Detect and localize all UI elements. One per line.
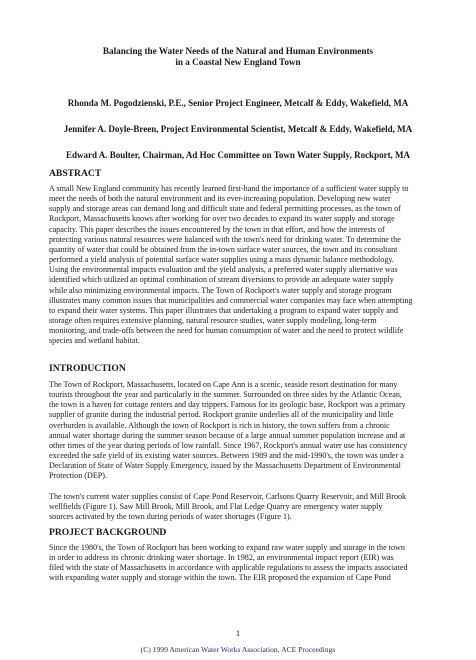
text-line: The Town of Rockport, Massachusetts, located on Cape Ann is a scenic, seaside resort destination for many bbox=[49, 380, 398, 389]
text-line: storage often requires extensive planning, natural resource studies, water supply modeling, long-term bbox=[49, 316, 377, 326]
introduction-paragraph-2 bbox=[49, 492, 425, 522]
abstract-heading: ABSTRACT bbox=[49, 168, 102, 179]
text-line: Declaration of State of Water Supply Emergency, issued by the Massachusetts Department of Environmental bbox=[49, 461, 401, 471]
title-line-2: in a Coastal New England Town bbox=[175, 56, 301, 67]
project-background-body bbox=[49, 543, 425, 584]
author-1: Rhonda M. Pogodzienski, P.E., Senior Project Engineer, Metcalf & Eddy, Wakefield, MA bbox=[67, 98, 409, 108]
page-number: 1 bbox=[235, 628, 241, 638]
copyright-footer: (C) 1999 American Water Works Association, ACE Proceedings bbox=[140, 645, 336, 654]
text-line: illustrates many common issues that municipalities and commercial water companies may face when attempting bbox=[49, 295, 413, 305]
introduction-heading: INTRODUCTION bbox=[49, 363, 126, 374]
text-line: The town's current water supplies consist of Cape Pond Reservoir, Carlsons Quarry Reservoir, and Mill Brook bbox=[49, 492, 407, 501]
text-line: in order to address its chronic drinking water shortage. In 1982, an environmental impact report (EIR) was bbox=[49, 553, 394, 563]
text-line: overburden is available. Although the town of Rockport is rich in history, the town suffers from a chronic bbox=[49, 420, 390, 430]
text-line: capacity. This paper describes the issues encountered by the town in that effort, and how the interests of bbox=[49, 224, 385, 234]
text-line: while also minimizing environmental impacts. The Town of Rockport's water supply and storage program bbox=[49, 285, 392, 295]
text-line: to expand their water systems. This paper illustrates that undertaking a program to expand water supply and bbox=[49, 305, 398, 315]
author-2: Jennifer A. Doyle-Breen, Project Environmental Scientist, Metcalf & Eddy, Wakefield, MA bbox=[63, 124, 413, 134]
text-line: annual water shortage during the summer season because of a large annual summer population increase and at bbox=[49, 430, 406, 440]
text-line: supply and storage areas can demand long and difficult state and federal permitting processes, as the town of bbox=[49, 204, 401, 214]
text-line: wellfields (Figure 1). Saw Mill Brook, Mill Brook, and Flat Ledge Quarry are emergency water supply bbox=[49, 502, 383, 512]
text-line: performed a yield analysis of potential surface water supplies using a mass dynamic balance methodology. bbox=[49, 255, 394, 265]
text-line: A small New England community has recently learned first-hand the importance of a sufficient water supply to bbox=[49, 184, 409, 193]
text-line: with expanding water supply and storage within the town. The EIR proposed the expansion of Cape Pond bbox=[49, 573, 391, 583]
text-line: supplier of granite during the industrial period. Rockport granite underlies all of the municipality and little bbox=[49, 410, 394, 420]
project-background-heading: PROJECT BACKGROUND bbox=[49, 527, 167, 538]
text-line: sources activated by the town during periods of water shortages (Figure 1). bbox=[49, 512, 292, 522]
text-line: filed with the state of Massachusetts in accordance with applicable regulations to assess the impacts associated bbox=[49, 563, 408, 573]
title-line-1: Balancing the Water Needs of the Natural and Human Environments bbox=[102, 46, 374, 56]
paper-title bbox=[0, 46, 476, 67]
text-line: protecting various natural resources were balanced with the town's need for drinking water. To determine the bbox=[49, 234, 401, 244]
text-line: quantity of water that could be obtained from the in-town surface water sources, the town and its consultant bbox=[49, 244, 398, 254]
text-line: exceeded the safe yield of its existing water sources. Between 1989 and the mid-1990's, the town was under a bbox=[49, 451, 404, 461]
author-3: Edward A. Boulter, Chairman, Ad Hoc Committee on Town Water Supply, Rockport, MA bbox=[65, 150, 411, 160]
text-line: Rockport, Massachusetts knows after working for over two decades to expand its water supply and storage bbox=[49, 214, 395, 224]
text-line: Since the 1980's, the Town of Rockport has been working to expand raw water supply and storage in the town bbox=[49, 543, 405, 552]
text-line: Using the environmental impacts evaluation and the yield analysis, a preferred water supply alternative was bbox=[49, 265, 398, 275]
text-line: identified which utilized an optimal combination of stream diversions to provide an adequate water supply bbox=[49, 275, 394, 285]
abstract-body bbox=[49, 184, 425, 347]
text-line: meet the needs of both the natural environment and its ever-increasing population. Developing new water bbox=[49, 194, 391, 204]
text-line: Protection (DEP). bbox=[49, 471, 107, 481]
text-line: the town is a haven for cottage renters and day trippers. Famous for its geologic base, Rockport was a primary bbox=[49, 400, 406, 410]
text-line: other times of the year during periods of low rainfall. Since 1967, Rockport's annual water use has consistency bbox=[49, 440, 408, 450]
text-line: monitoring, and trade-offs between the need for human consumption of water and the need to protect wildlife bbox=[49, 326, 404, 336]
text-line: tourists throughout the year and particularly in the summer. Surrounded on three sides by the Atlantic Ocean, bbox=[49, 390, 402, 400]
text-line: species and wetland habitat. bbox=[49, 336, 140, 346]
introduction-paragraph-1 bbox=[49, 380, 425, 482]
